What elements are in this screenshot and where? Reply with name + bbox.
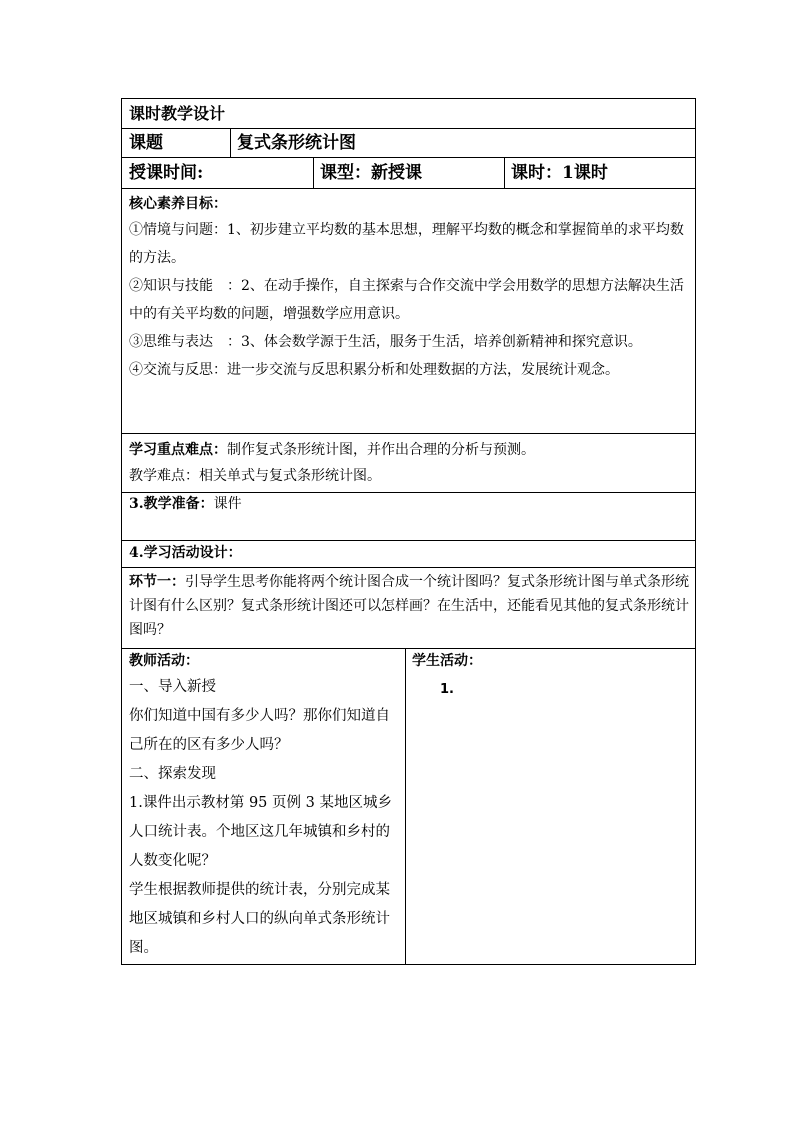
teacher-line-1: 一、导入新授	[129, 679, 216, 695]
time-label: 授课时间:	[129, 163, 204, 183]
section1-text: 引导学生思考你能将两个统计图合成一个统计图吗？复式条形统计图与单式条形统计图有什么区别？复式条形统计图还可以怎样画？在生活中，还能看见其他的复式条形统计图吗？	[129, 574, 689, 638]
topic-row	[121, 129, 696, 158]
teacher-line-4: 1.课件出示教材第 95 页例 3 某地区城乡人口统计表。个地区这几年城镇和乡村的人数变化呢？	[129, 795, 392, 869]
preparation-heading: 3.教学准备：	[129, 496, 214, 512]
teacher-line-5: 学生根据教师提供的统计表，分别完成某地区城镇和乡村人口的纵向单式条形统计图。	[129, 882, 390, 956]
key-points-row	[121, 434, 696, 493]
goal-line-4: ④交流与反思：进一步交流与反思积累分析和处理数据的方法，发展统计观念。	[129, 362, 619, 378]
preparation-text: 课件	[213, 496, 242, 512]
activity-design-row	[121, 541, 696, 568]
goal-line-3: ③思维与表达 ：3、体会数学源于生活，服务于生活，培养创新精神和探究意识。	[129, 334, 642, 350]
section1-row	[121, 568, 696, 649]
preparation-line	[122, 493, 695, 515]
teacher-line-3: 二、探索发现	[129, 766, 216, 782]
activities-row	[121, 649, 696, 965]
student-heading: 学生活动：	[412, 653, 482, 669]
student-item-1: 1.	[440, 682, 454, 697]
teacher-heading: 教师活动：	[129, 653, 199, 669]
topic-value: 复式条形统计图	[237, 133, 356, 153]
goals-heading: 核心素养目标：	[129, 196, 227, 212]
key-points-line	[122, 437, 695, 463]
preparation-row	[121, 493, 696, 541]
topic-label: 课题	[129, 133, 163, 153]
teacher-activities	[122, 649, 405, 964]
teacher-line-2: 你们知道中国有多少人吗？那你们知道自己所在的区有多少人吗？	[129, 708, 390, 753]
section1-heading: 环节一：	[129, 574, 185, 590]
difficulty-line: 教学难点：相关单式与复式条形统计图。	[129, 468, 381, 484]
section1-paragraph	[122, 570, 695, 642]
student-activities	[405, 649, 695, 964]
key-points-text: 制作复式条形统计图，并作出合理的分析与预测。	[227, 442, 535, 458]
goal-line-2: ②知识与技能 ：2、在动手操作，自主探索与合作交流中学会用数学的思想方法解决生活中的有关平均数的问题，增强数学应用意识。	[129, 278, 684, 322]
hours-label: 课时：1课时	[511, 163, 608, 183]
goal-line-1: ①情境与问题：1、初步建立平均数的基本思想，理解平均数的概念和掌握简单的求平均数的方法。	[129, 222, 684, 266]
key-points-heading: 学习重点难点：	[129, 442, 227, 458]
type-label: 课型：新授课	[320, 163, 422, 183]
title-row	[121, 98, 696, 129]
page-title: 课时教学设计	[129, 104, 226, 123]
activity-design-heading: 4.学习活动设计：	[129, 545, 242, 561]
schedule-row	[121, 158, 696, 189]
lesson-plan-table	[121, 98, 696, 965]
goals-row	[121, 189, 696, 434]
